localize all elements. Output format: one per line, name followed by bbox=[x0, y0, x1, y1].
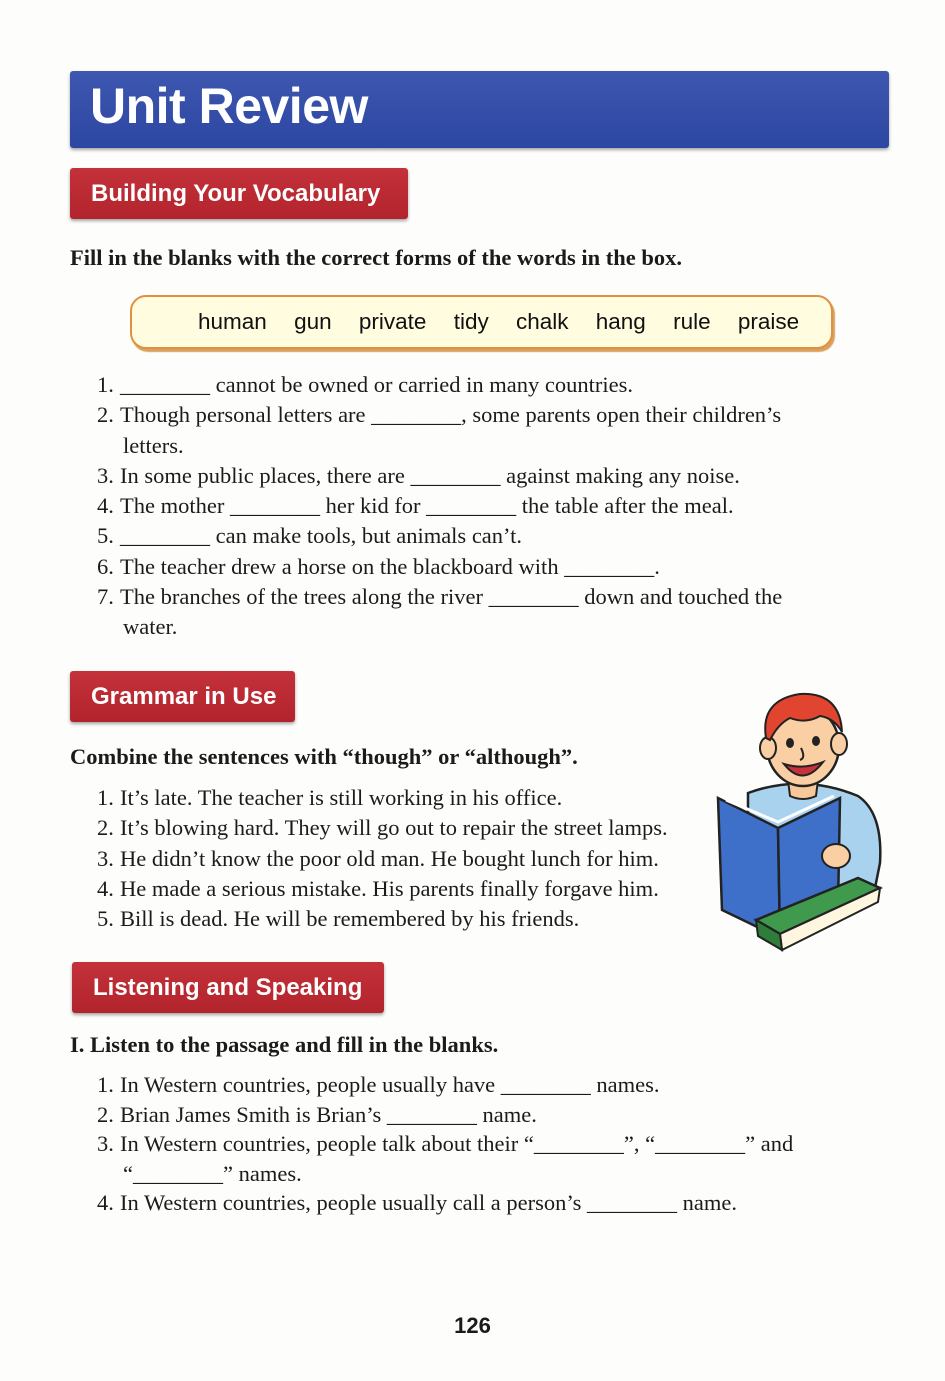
word-item: praise bbox=[737, 309, 800, 334]
item-text: In some public places, there are ________ against making any noise. bbox=[120, 462, 740, 488]
item-number: 4. bbox=[97, 875, 114, 901]
word-item: rule bbox=[673, 309, 711, 334]
item-text: He made a serious mistake. His parents finally forgave him. bbox=[120, 875, 659, 901]
word-item: tidy bbox=[453, 309, 489, 334]
item-text: Brian James Smith is Brian’s ________ name. bbox=[120, 1101, 537, 1127]
list-item bbox=[97, 370, 782, 400]
item-number: 1. bbox=[97, 785, 114, 810]
word-box bbox=[130, 295, 833, 349]
list-item bbox=[97, 552, 782, 582]
item-number: 3. bbox=[97, 845, 114, 871]
section-tab-vocabulary: Building Your Vocabulary bbox=[70, 168, 408, 219]
boy-reading-book-illustration bbox=[708, 688, 898, 958]
list-item bbox=[97, 1188, 793, 1218]
item-text-continued: letters. bbox=[123, 432, 184, 458]
listening-instruction: I. Listen to the passage and fill in the blanks. bbox=[70, 1032, 499, 1057]
grammar-exercise-list bbox=[97, 783, 668, 934]
list-item bbox=[97, 813, 668, 843]
list-item bbox=[97, 582, 782, 643]
item-text: It’s blowing hard. They will go out to repair the street lamps. bbox=[120, 815, 668, 841]
list-item bbox=[97, 1070, 793, 1100]
item-text: The teacher drew a horse on the blackboard with ________. bbox=[120, 553, 660, 579]
item-text: He didn’t know the poor old man. He bought lunch for him. bbox=[120, 845, 659, 871]
item-number: 3. bbox=[97, 462, 114, 488]
list-item bbox=[97, 1129, 793, 1188]
vocabulary-instruction: Fill in the blanks with the correct forms of the words in the box. bbox=[70, 245, 683, 270]
item-number: 1. bbox=[97, 1072, 114, 1097]
item-text: In Western countries, people usually have ________ names. bbox=[120, 1072, 660, 1097]
word-item: human bbox=[198, 309, 267, 334]
section-tab-grammar: Grammar in Use bbox=[70, 671, 295, 722]
list-item bbox=[97, 874, 668, 904]
item-number: 5. bbox=[97, 906, 114, 932]
list-item bbox=[97, 521, 782, 551]
list-item bbox=[97, 844, 668, 874]
item-number: 4. bbox=[97, 493, 114, 519]
listening-exercise-list bbox=[97, 1070, 793, 1218]
page-number: 126 bbox=[454, 1313, 491, 1338]
word-item: private bbox=[358, 309, 427, 334]
item-number: 1. bbox=[97, 372, 114, 397]
item-number: 2. bbox=[97, 402, 114, 428]
item-number: 3. bbox=[97, 1131, 114, 1157]
item-text: Though personal letters are ________, some parents open their children’s bbox=[120, 402, 782, 428]
word-item: hang bbox=[595, 309, 646, 334]
list-item bbox=[97, 400, 782, 461]
item-text: The branches of the trees along the river ________ down and touched the bbox=[120, 584, 783, 610]
item-text: In Western countries, people usually call a person’s ________ name. bbox=[120, 1190, 737, 1216]
item-text-continued: “________” names. bbox=[123, 1160, 302, 1186]
item-number: 6. bbox=[97, 553, 114, 579]
item-text: The mother ________ her kid for ________ the table after the meal. bbox=[120, 493, 734, 519]
item-number: 5. bbox=[97, 523, 114, 549]
item-text: In Western countries, people talk about their “________”, “________” and bbox=[120, 1131, 794, 1157]
section-tab-listening: Listening and Speaking bbox=[72, 962, 384, 1013]
vocabulary-exercise-list bbox=[97, 370, 782, 643]
list-item bbox=[97, 783, 668, 813]
word-item: gun bbox=[294, 309, 332, 334]
item-text: ________ cannot be owned or carried in many countries. bbox=[120, 372, 633, 397]
item-number: 2. bbox=[97, 815, 114, 841]
item-number: 4. bbox=[97, 1190, 114, 1216]
word-list bbox=[198, 309, 820, 335]
list-item bbox=[97, 1100, 793, 1130]
word-item: chalk bbox=[515, 309, 569, 334]
item-text: ________ can make tools, but animals can’t. bbox=[120, 523, 523, 549]
item-number: 2. bbox=[97, 1101, 114, 1127]
item-text: It’s late. The teacher is still working in his office. bbox=[120, 785, 563, 810]
unit-header-banner bbox=[70, 71, 889, 148]
page-title: Unit Review bbox=[90, 78, 368, 134]
list-item bbox=[97, 491, 782, 521]
item-text: Bill is dead. He will be remembered by his friends. bbox=[120, 906, 580, 932]
list-item bbox=[97, 904, 668, 934]
grammar-instruction: Combine the sentences with “though” or “although”. bbox=[70, 744, 578, 769]
item-number: 7. bbox=[97, 584, 114, 610]
list-item bbox=[97, 461, 782, 491]
item-text-continued: water. bbox=[123, 614, 178, 640]
